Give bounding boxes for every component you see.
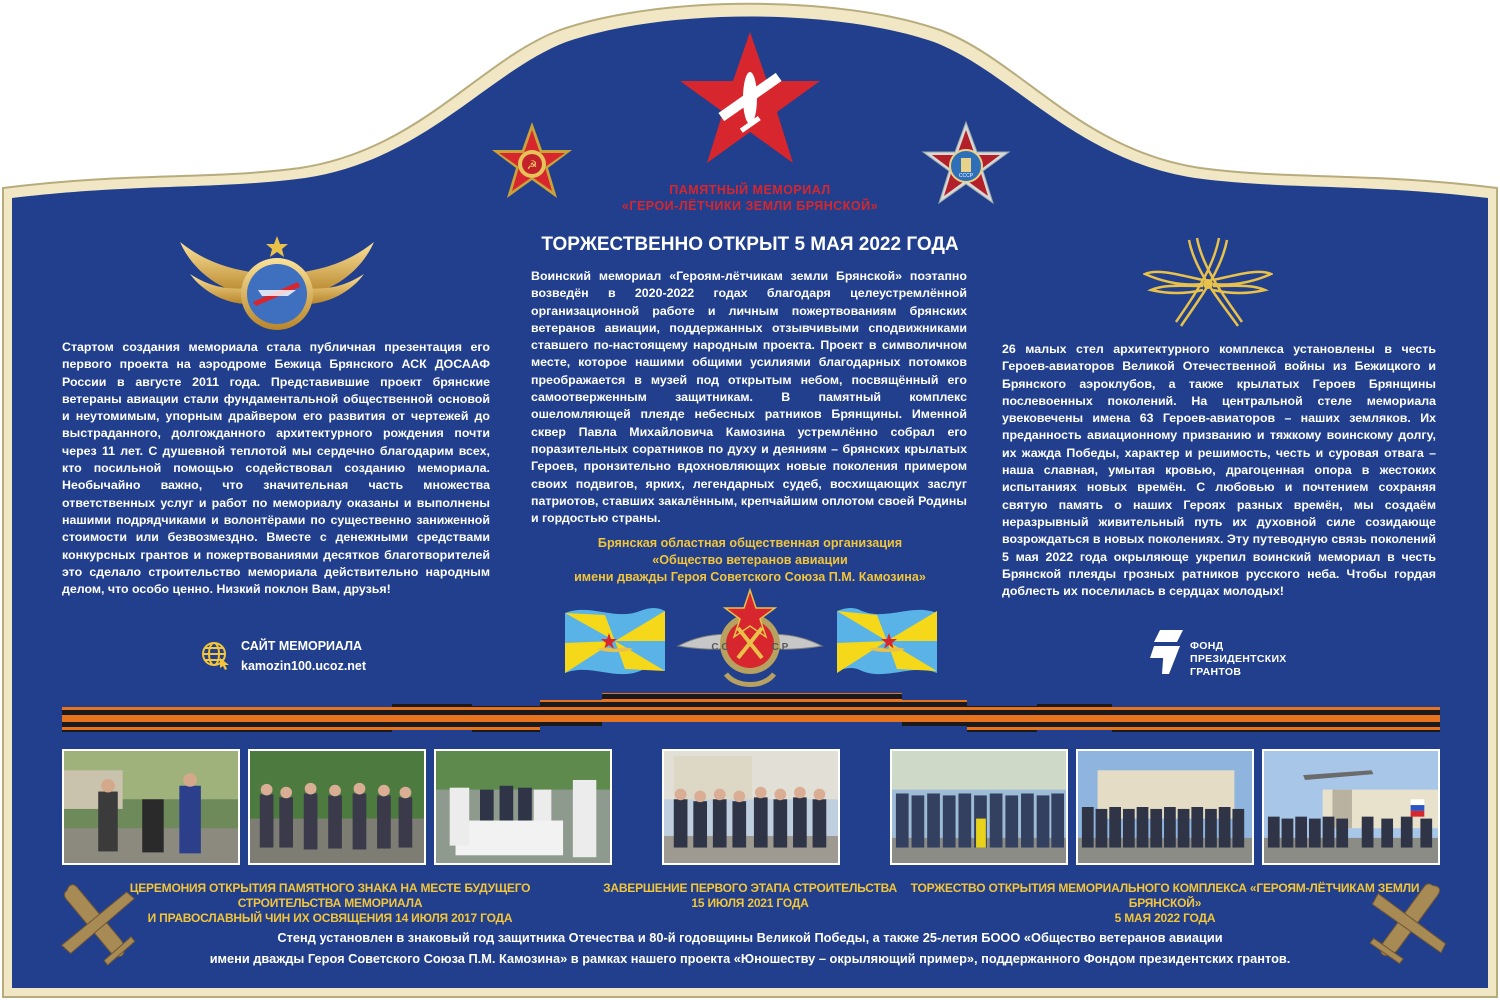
fighter-plane-left-icon (48, 873, 144, 971)
organization-line1: Брянская областная общественная организация (597, 536, 903, 550)
organization-line3: имени дважды Героя Советского Союза П.М. Камозина» (574, 570, 926, 584)
organization-line2: «Общество ветеранов авиации (652, 553, 848, 567)
photo-image (436, 751, 610, 863)
photo-first-stage (662, 749, 840, 865)
caption-1-line2: И ПРАВОСЛАВНЫЙ ЧИН ИХ ОСВЯЩЕНИЯ 14 ИЮЛЯ 2017 ГОДА (147, 911, 513, 925)
caption-1-line1: ЦЕРЕМОНИЯ ОТКРЫТИЯ ПАМЯТНОГО ЗНАКА НА МЕСТЕ БУДУЩЕГО СТРОИТЕЛЬСТВА МЕМОРИАЛА (129, 881, 531, 910)
soviet-air-force-medallion-icon (676, 588, 824, 694)
medallion-letters-right: С.Р (771, 642, 789, 653)
site-label: САЙТ МЕМОРИАЛА (241, 639, 363, 653)
caption-2 (600, 881, 900, 911)
fund-name (1190, 640, 1287, 679)
photo-image (1078, 751, 1252, 863)
st-george-ribbon (62, 690, 1440, 734)
fund-line3: ГРАНТОВ (1190, 666, 1242, 678)
medallion-letters-left: С.С (711, 642, 729, 653)
caption-1 (80, 881, 580, 926)
footer-line2: имени дважды Героя Советского Союза П.М. Камозина» в рамках нашего проекта «Юношеству – окрыляющий пример», поддержанного Фондом президентских грантов. (209, 951, 1291, 966)
air-force-flag-left-icon (565, 603, 665, 681)
footer-text (150, 927, 1350, 969)
svg-text:☭: ☭ (526, 158, 538, 172)
fund-line2: ПРЕЗИДЕНТСКИХ (1190, 653, 1287, 665)
fighter-plane-right-icon (1362, 873, 1458, 971)
photo-image (1264, 751, 1438, 863)
air-force-flag-right-icon (837, 603, 937, 681)
photo-opening-1 (890, 749, 1068, 865)
photo-ceremony-2 (248, 749, 426, 865)
site-url[interactable]: kamozin100.ucoz.net (241, 659, 367, 673)
organization-name (540, 535, 960, 586)
air-force-propeller-emblem-icon (1143, 232, 1273, 332)
caption-2-line2: 15 ИЮЛЯ 2021 ГОДА (691, 896, 809, 910)
center-text-block: Воинский мемориал «Героям-лётчикам земли Брянской» поэтапно возведён в 2020-2022 годах благодаря целеустремлённой организационной работе и личным пожертвованиям брянских ветеранов авиации, поддержанных отзывчивыми сподвижниками ставшего по-настоящему народным проекта. Проект в символичном месте, которое нашими общими усилиями благодарных потомков преображается в музей под открытым небом, посвящённый его самоотверженным защитникам. В памятный комплекс ошеломляющей плеяде небесных ратников Брянщины. Именной сквер Павла Михайловича Камозина устремлённо собрал его поразительных соратников по духу и деяниям – брянских крылатых Героев, пронзительно вдохновляющих новые поколения примером своих подвигов, ярких, легендарных судеб, восхищающих заслуг патриотов, ставших закалённым, крепчайшим оплотом своей Родины и гордостью страны. (531, 269, 967, 526)
caption-3-line1: ТОРЖЕСТВО ОТКРЫТИЯ МЕМОРИАЛЬНОГО КОМПЛЕКСА «ГЕРОЯМ-ЛЁТЧИКАМ ЗЕМЛИ БРЯНСКОЙ» (910, 881, 1420, 910)
photo-ceremony-1 (62, 749, 240, 865)
photo-opening-3 (1262, 749, 1440, 865)
photo-image (892, 751, 1066, 863)
memorial-title-line1: ПАМЯТНЫЙ МЕМОРИАЛ (669, 183, 831, 197)
caption-3 (900, 881, 1430, 926)
fund-line1: ФОНД (1190, 640, 1224, 652)
photo-ceremony-3 (434, 749, 612, 865)
caption-3-line2: 5 МАЯ 2022 ГОДА (1114, 911, 1216, 925)
left-text-block: Стартом создания мемориала стала публичная презентация его первого проекта на аэродроме Бежица Брянского АСК ДОСААФ России в августе 2011 года. Представившие проект брянские ветераны авиации стали фундаментальной общественной основой и неутомимым, упорным драйвером его развития от чертежей до выстраданного, долгожданного архитектурного рождения почти через 11 лет. С душевной теплотой мы сердечно благодарим всех, кто посильной помощью содействовал созданию мемориала. Необычайно важно, что значительная часть множества ответственных услуг и работ по мемориалу оказаны и выполнены нашими подрядчиками и волонтёрами по существенно заниженной стоимости или безвозмездно. Вместе с денежными средствами конкурсных грантов и пожертвованиями десятков благотворителей это сделало строительство мемориала действительно народным делом, что особо ценно. Низкий поклон Вам, друзья! (62, 340, 490, 597)
footer-line1: Стенд установлен в знаковый год защитника Отечества и 80-й годовщины Великой Победы, а также 25-летия БООО «Общество ветеранов авиации (277, 930, 1223, 945)
caption-2-line1: ЗАВЕРШЕНИЕ ПЕРВОГО ЭТАПА СТРОИТЕЛЬСТВА (603, 881, 897, 895)
photo-image (250, 751, 424, 863)
right-text-block: 26 малых стел архитектурного комплекса установлены в честь Героев-авиаторов Великой Отечественной войны из Бежицкого и Брянского аэроклубов, а также крылатых Героев Брянщины послевоенных поколений. На центральной стеле мемориала увековечены имена 63 Героев-авиаторов – наших земляков. Их преданность авиационному призванию и тяжкому воинскому долгу, их жажда Победы, характер и решимость, честь и суровая отвага – наша славная, умытая кровью, драгоценная опора в жестоких испытаниях новых времён. С любовью и почтением сохраняя святую память о наших Героях разных времён, мы создаём неразрывный живительный путь их духовной силе созидающе возрождаться в новых поколениях. Эту путеводную связь поколений 5 мая 2022 года окрыляюще укрепил воинский мемориал в честь Брянской плеяды грозных ратников русского неба. Чтобы гордая доблесть их поселилась в сердцах молодых! (1002, 342, 1436, 599)
red-star-icon (677, 30, 823, 166)
aviation-wings-emblem-icon (178, 232, 376, 340)
photo-image (64, 751, 238, 863)
opened-heading: ТОРЖЕСТВЕННО ОТКРЫТ 5 МАЯ 2022 ГОДА (541, 234, 959, 255)
photo-image (664, 751, 838, 863)
globe-icon (200, 640, 230, 670)
svg-text:СССР: СССР (958, 173, 974, 179)
site-block (241, 636, 366, 676)
presidential-grants-fund-logo-icon (1150, 628, 1184, 676)
photo-opening-2 (1076, 749, 1254, 865)
memorial-title-line2: «ГЕРОИ-ЛЁТЧИКИ ЗЕМЛИ БРЯНСКОЙ» (621, 199, 879, 213)
memorial-title (560, 182, 940, 214)
